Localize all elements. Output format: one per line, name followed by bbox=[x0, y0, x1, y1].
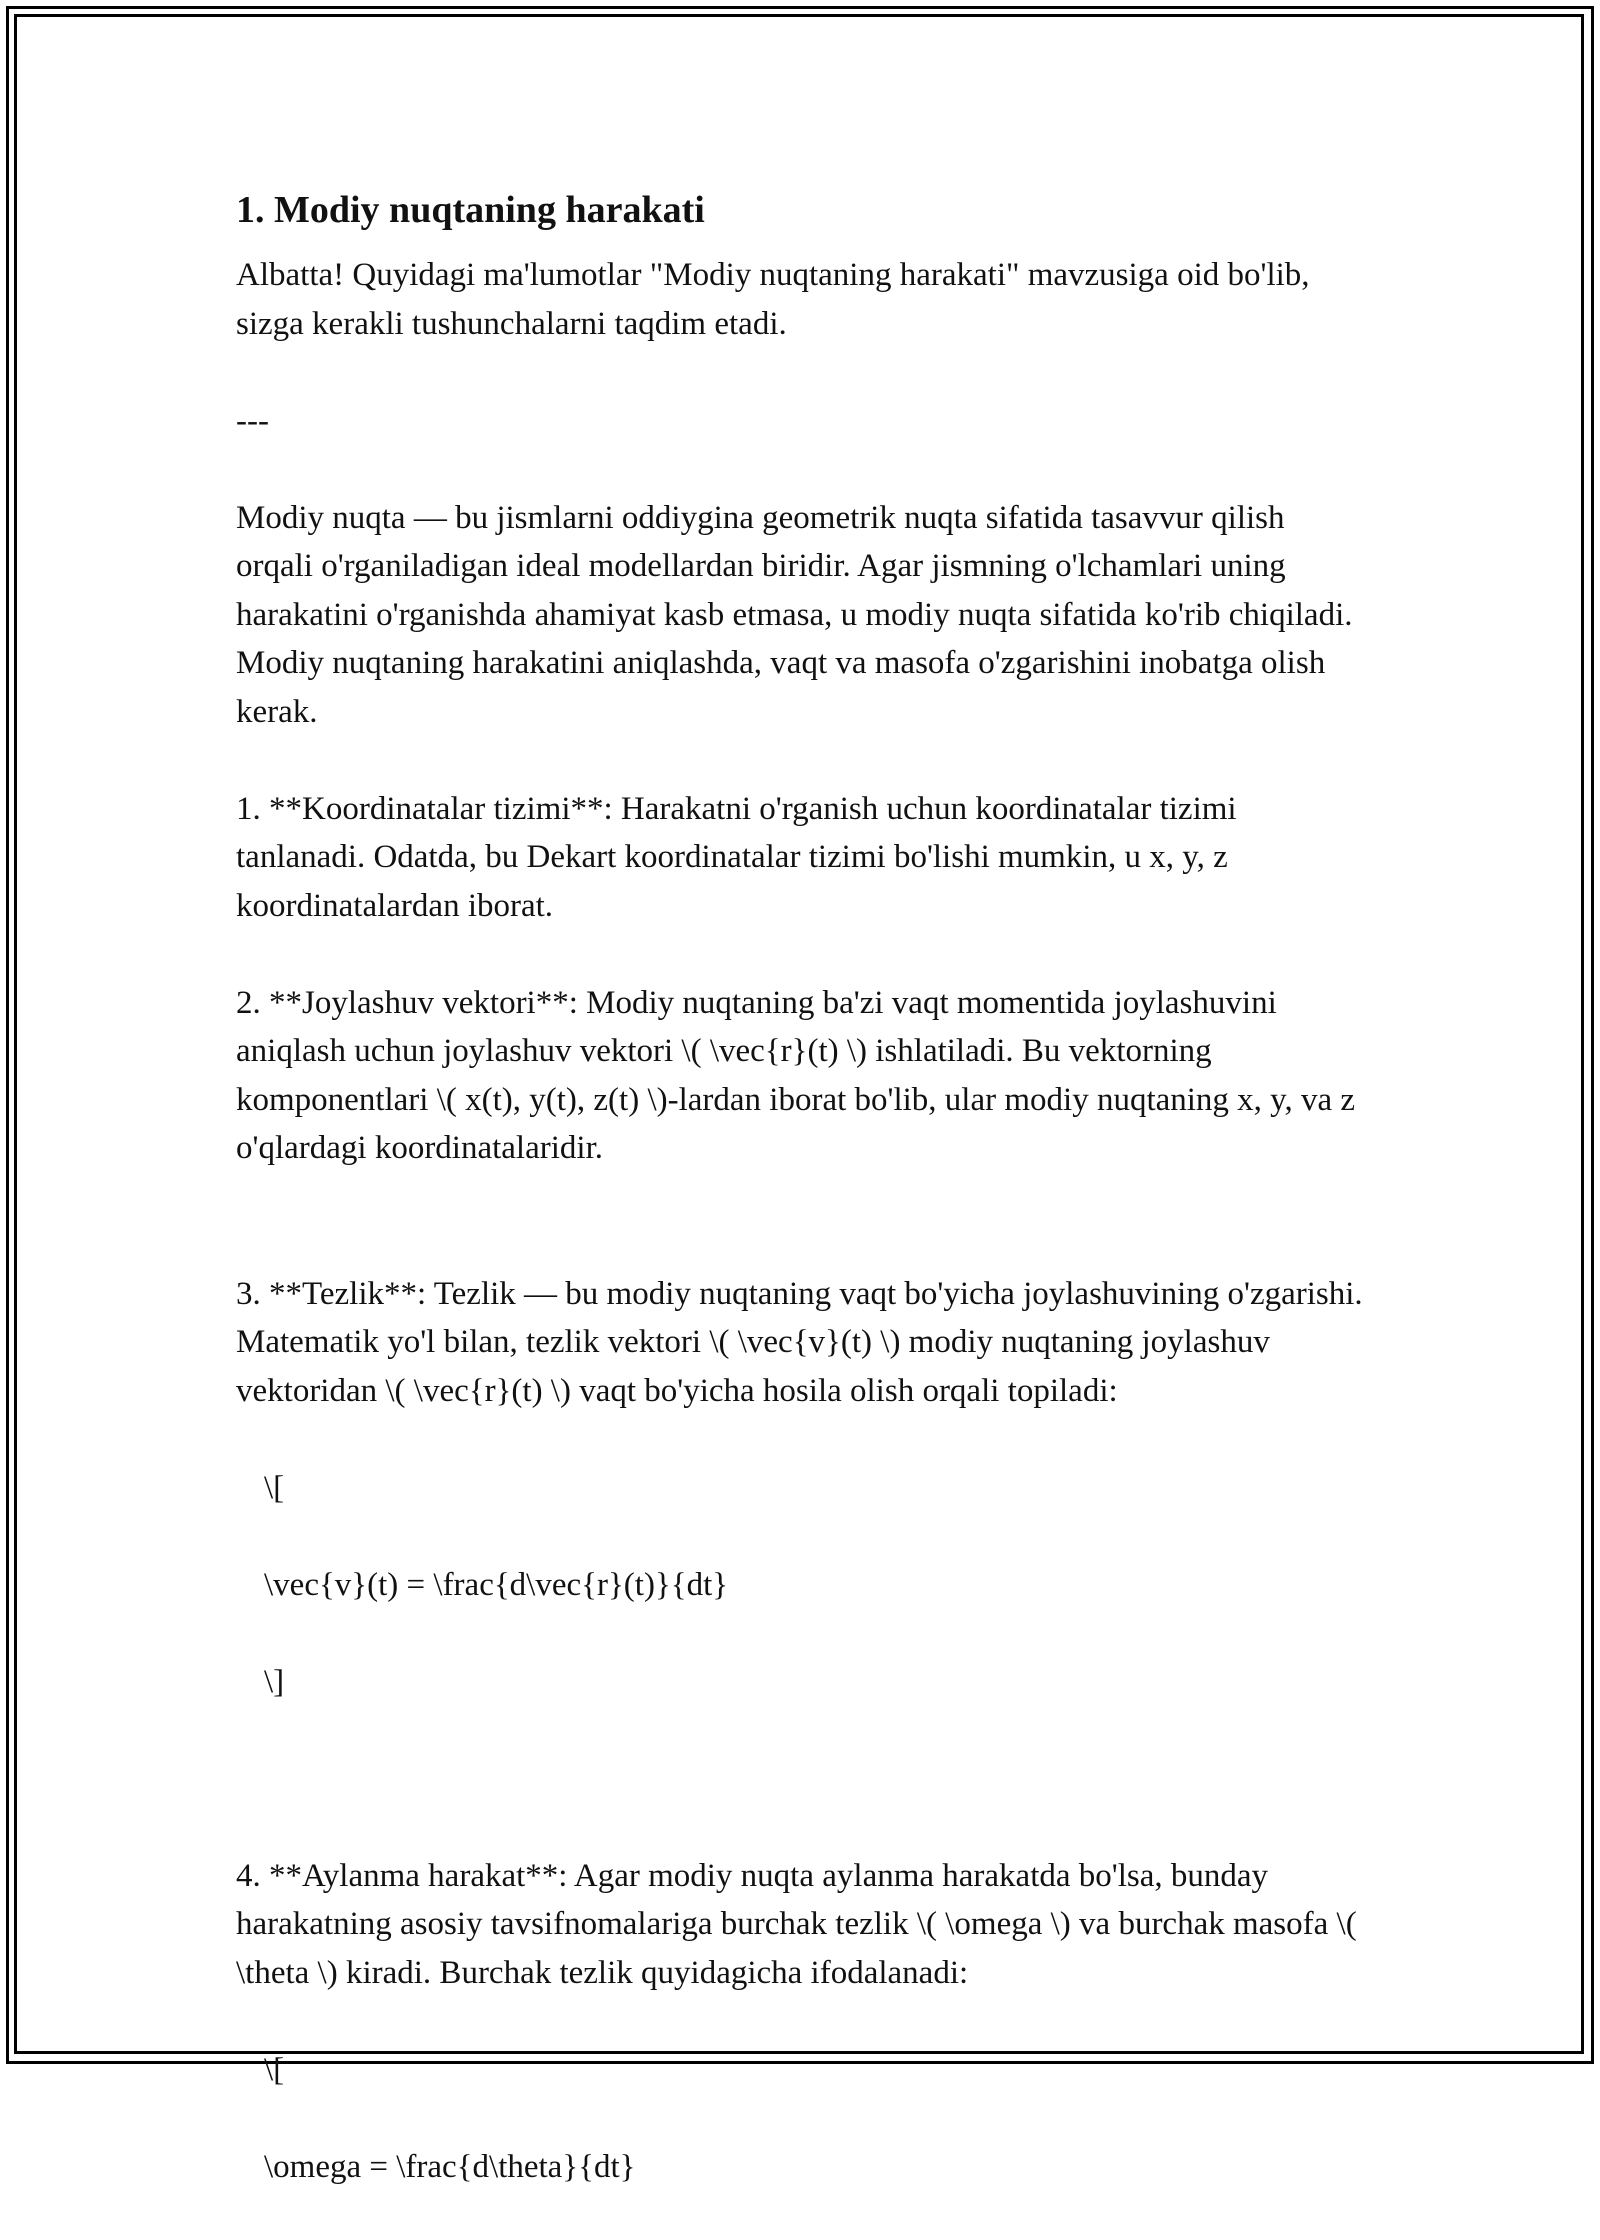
list-item-velocity bbox=[236, 1221, 1366, 1755]
document-title: 1. Modiy nuqtaning harakati bbox=[236, 189, 705, 231]
intro-paragraph: Albatta! Quyidagi ma'lumotlar "Modiy nuqtaning harakati" mavzusiga oid bo'lib, sizga kerakli tushunchalarni taqdim etadi. bbox=[236, 257, 1310, 342]
velocity-formula-close: \] bbox=[264, 1663, 285, 1700]
velocity-text: 3. **Tezlik**: Tezlik — bu modiy nuqtaning vaqt bo'yicha joylashuvining o'zgarishi. Matematik yo'l bilan, tezlik vektori \( \vec{v}(t) \) modiy nuqtaning joylashuv vektoridan \( \vec{r}(t) \) vaqt bo'yicha hosila olish orqali topiladi: bbox=[236, 1275, 1363, 1409]
separator-line: --- bbox=[236, 402, 269, 439]
spacer bbox=[236, 445, 1366, 494]
spacer bbox=[236, 736, 1366, 785]
velocity-formula-open: \[ bbox=[264, 1469, 285, 1506]
definition-paragraph: Modiy nuqta — bu jismlarni oddiygina geometrik nuqta sifatida tasavvur qilish orqali o'rganiladigan ideal modellardan biridir. Agar jismning o'lchamlari uning harakatini o'rganishda ahamiyat kasb etmasa, u modiy nuqta sifatida ko'rib chiqiladi. Modiy nuqtaning harakatini aniqlashda, vaqt va masofa o'zgarishini inobatga olish kerak. bbox=[236, 499, 1353, 730]
rotational-text: 4. **Aylanma harakat**: Agar modiy nuqta aylanma harakatda bo'lsa, bunday harakatning asosiy tavsifnomalariga burchak tezlik \( \omega \) va burchak masofa \( \theta \) kiradi. Burchak tezlik quyidagicha ifodalanadi: bbox=[236, 1857, 1357, 1991]
spacer bbox=[236, 348, 1366, 397]
velocity-formula: \vec{v}(t) = \frac{d\vec{r}(t)}{dt} bbox=[264, 1566, 729, 1603]
spacer bbox=[236, 1755, 1366, 1804]
document-body bbox=[236, 186, 1366, 2240]
rotational-formula-open: \[ bbox=[264, 2051, 285, 2088]
list-item-coordinate-system: 1. **Koordinatalar tizimi**: Harakatni o'rganish uchun koordinatalar tizimi tanlanadi. Odatda, bu Dekart koordinatalar tizimi bo'lishi mumkin, u x, y, z koordinatalardan iborat. bbox=[236, 790, 1237, 924]
rotational-formula: \omega = \frac{d\theta}{dt} bbox=[264, 2148, 636, 2185]
spacer bbox=[236, 1173, 1366, 1222]
list-item-position-vector: 2. **Joylashuv vektori**: Modiy nuqtaning ba'zi vaqt momentida joylashuvini aniqlash uchun joylashuv vektori \( \vec{r}(t) \) ishlatiladi. Bu vektorning komponentlari \( x(t), y(t), z(t) \)-lardan iborat bo'lib, ular modiy nuqtaning x, y, va z o'qlardagi koordinatalaridir. bbox=[236, 984, 1356, 1166]
spacer bbox=[236, 930, 1366, 979]
list-item-rotational-motion bbox=[236, 1803, 1366, 2240]
